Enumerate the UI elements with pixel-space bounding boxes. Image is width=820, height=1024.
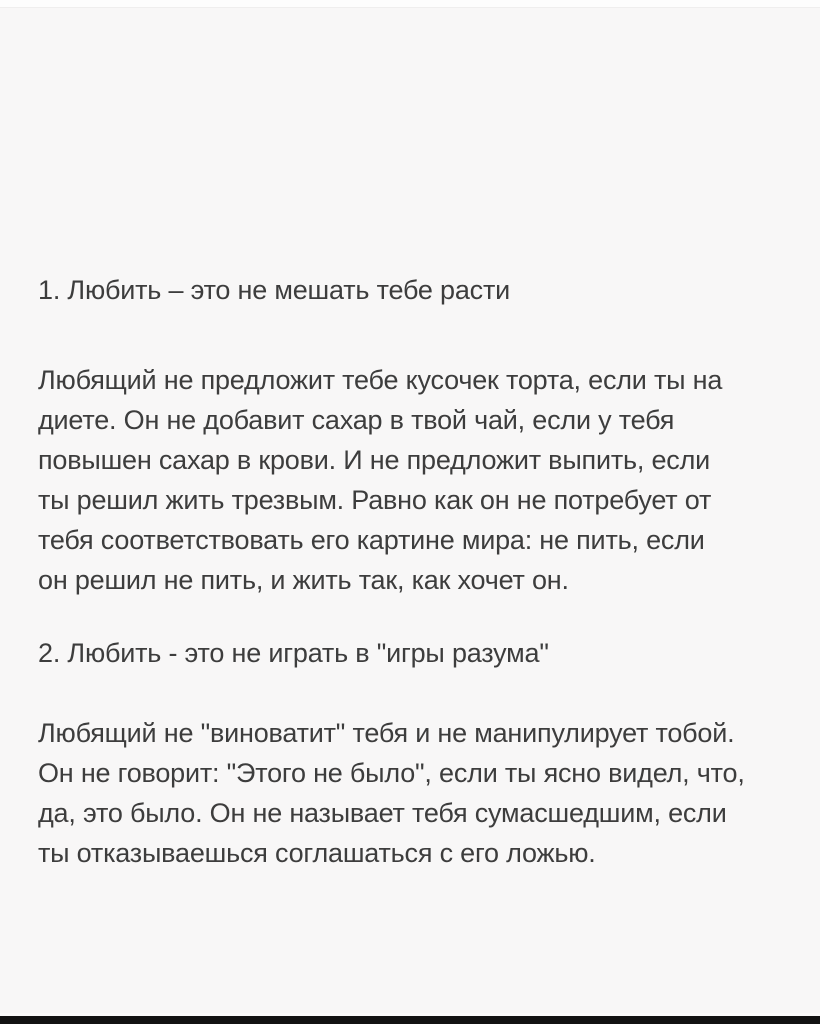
top-edge-highlight <box>0 0 820 8</box>
section-1-heading: 1. Любить – это не мешать тебе расти <box>38 275 511 305</box>
text-line: он решил не пить, и жить так, как хочет он. <box>38 565 569 595</box>
text-line: ты отказываешься соглашаться с его ложью. <box>38 838 596 868</box>
section-1-paragraph <box>38 360 792 600</box>
text-line: ты решил жить трезвым. Равно как он не потребует от <box>38 485 712 515</box>
text-line: Любящий не "виноватит" тебя и не манипулирует тобой. <box>38 718 735 748</box>
section-2-heading: 2. Любить - это не играть в "игры разума" <box>38 638 549 668</box>
text-post-content <box>38 270 792 873</box>
text-line: Любящий не предложит тебе кусочек торта, если ты на <box>38 365 723 395</box>
text-line: диете. Он не добавит сахар в твой чай, если у тебя <box>38 405 675 435</box>
section-1 <box>38 270 792 600</box>
section-2 <box>38 633 792 873</box>
section-2-paragraph <box>38 713 792 873</box>
text-line: да, это было. Он не называет тебя сумасшедшим, если <box>38 798 727 828</box>
text-line: Он не говорит: "Этого не было", если ты ясно видел, что, <box>38 758 745 788</box>
text-line: тебя соответствовать его картине мира: не пить, если <box>38 525 705 555</box>
text-line: повышен сахар в крови. И не предложит выпить, если <box>38 445 711 475</box>
bottom-black-bar <box>0 1016 820 1024</box>
